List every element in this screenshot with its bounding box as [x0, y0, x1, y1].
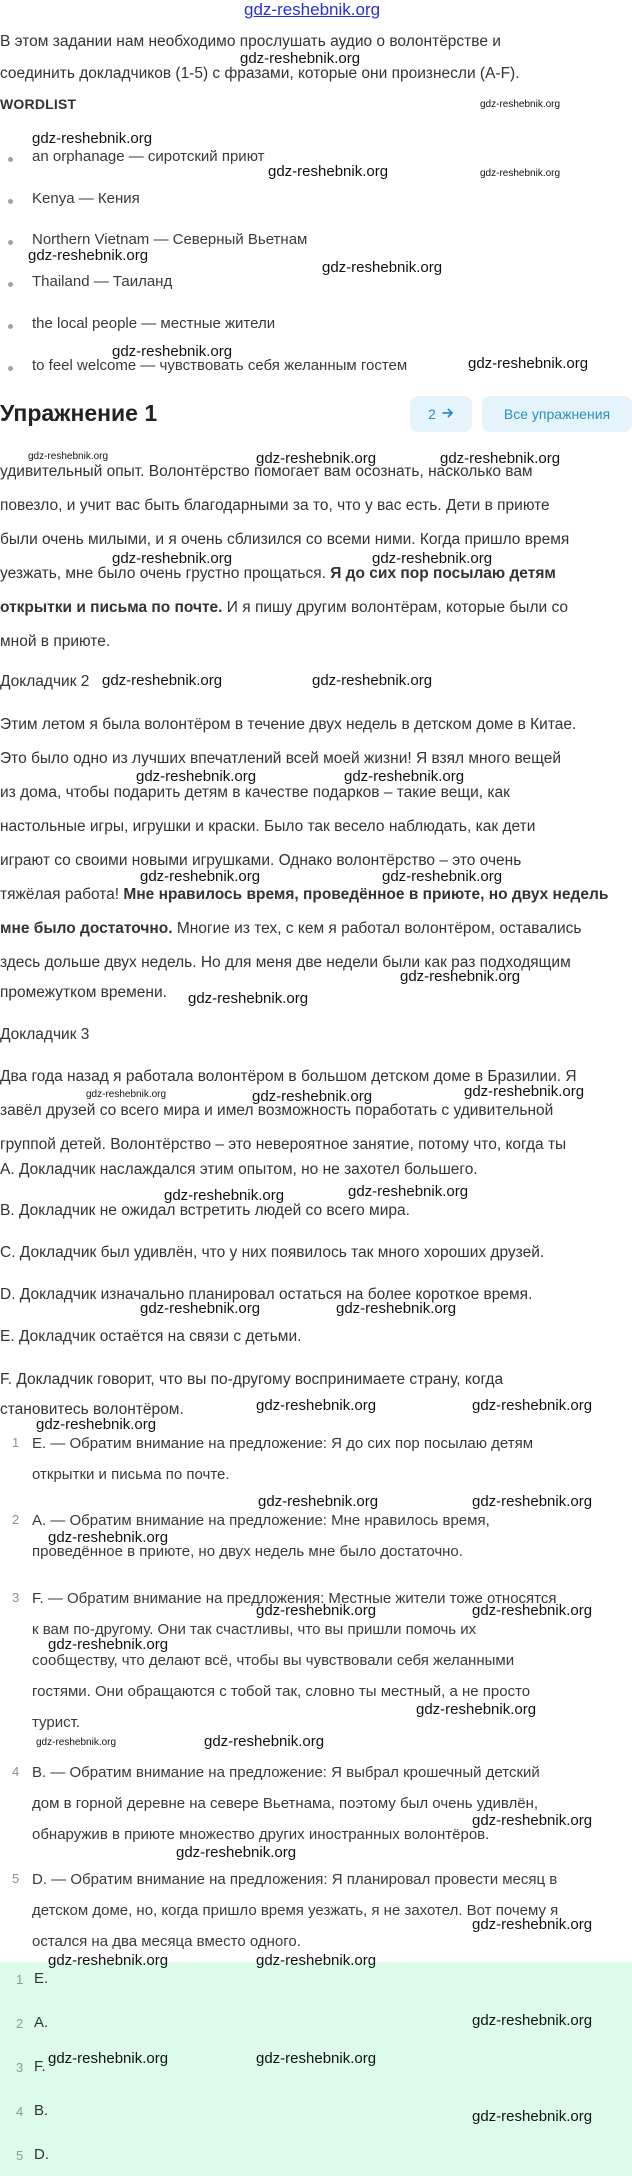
wordlist-item: the local people — местные жители [32, 315, 276, 332]
bullet-icon [8, 366, 13, 371]
summary-value: E. [34, 1970, 49, 1987]
option-e: E. Докладчик остаётся на связи с детьми. [0, 1328, 302, 1345]
watermark: gdz-reshebnik.org [472, 1397, 593, 1414]
speaker2-line: здесь дольше двух недель. Но для меня две недели были как раз подходящим [0, 954, 571, 971]
watermark: gdz-reshebnik.org [36, 1737, 117, 1748]
watermark: gdz-reshebnik.org [102, 672, 223, 689]
arrow-right-icon [442, 406, 454, 422]
watermark: gdz-reshebnik.org [256, 1602, 377, 1619]
watermark: gdz-reshebnik.org [112, 550, 233, 567]
watermark: gdz-reshebnik.org [176, 1844, 297, 1861]
speaker1-line: повезло, и учит вас быть благодарными за то, что у вас есть. Дети в приюте [0, 497, 550, 514]
speaker1-line: мной в приюте. [0, 633, 111, 650]
watermark: gdz-reshebnik.org [32, 130, 153, 147]
highlight-sentence: открытки и письма по почте. [0, 599, 223, 616]
speaker2-line: настольные игры, игрушки и краски. Было так весело наблюдать, как дети [0, 818, 536, 835]
watermark: gdz-reshebnik.org [416, 1701, 537, 1718]
highlight-sentence: Я до сих пор посылаю детям [330, 565, 556, 582]
watermark: gdz-reshebnik.org [372, 550, 493, 567]
bullet-icon [8, 282, 13, 287]
wordlist-item: to feel welcome — чувствовать себя желанным гостем [32, 357, 408, 374]
summary-number: 1 [16, 1972, 24, 1987]
speaker2-line: играют со своими новыми игрушками. Однако волонтёрство – это очень [0, 852, 522, 869]
watermark: gdz-reshebnik.org [468, 355, 589, 372]
watermark: gdz-reshebnik.org [312, 672, 433, 689]
wordlist-item: an orphanage — сиротский приют [32, 148, 265, 165]
watermark: gdz-reshebnik.org [256, 2050, 377, 2067]
watermark: gdz-reshebnik.org [188, 990, 309, 1007]
exercise-title: Упражнение 1 [0, 400, 158, 426]
option-c: C. Докладчик был удивлён, что у них появилось так много хороших друзей. [0, 1244, 545, 1261]
option-a: A. Докладчик наслаждался этим опытом, но не захотел большего. [0, 1161, 478, 1178]
watermark: gdz-reshebnik.org [164, 1187, 285, 1204]
speaker2-line: мне было достаточно. Многие из тех, с кем я работал волонтёром, оставались [0, 920, 582, 937]
speaker1-line: открытки и письма по почте. И я пишу другим волонтёрам, которые были со [0, 599, 569, 616]
speaker2-line: из дома, чтобы подарить детям в качестве подарков – такие вещи, как [0, 784, 510, 801]
watermark: gdz-reshebnik.org [472, 1812, 593, 1829]
speaker1-line: удивительный опыт. Волонтёрство помогает вам осознать, насколько вам [0, 463, 533, 480]
watermark-top[interactable]: gdz-reshebnik.org [244, 0, 381, 19]
speaker3-line: Два года назад я работала волонтёром в большом детском доме в Бразилии. Я [0, 1068, 577, 1085]
all-exercises-button[interactable]: Все упражнения [482, 396, 632, 432]
watermark: gdz-reshebnik.org [440, 450, 561, 467]
answer-number: 3 [12, 1590, 20, 1605]
summary-value: B. [34, 2102, 49, 2119]
watermark: gdz-reshebnik.org [472, 2108, 593, 2125]
answer-number: 2 [12, 1512, 20, 1527]
speaker2-line: промежутком времени. [0, 984, 167, 1001]
watermark: gdz-reshebnik.org [400, 968, 521, 985]
speaker1-line: уезжать, мне было очень грустно прощаться. Я до сих пор посылаю детям [0, 565, 556, 582]
wordlist-item: Thailand — Таиланд [32, 273, 173, 290]
watermark: gdz-reshebnik.org [472, 1916, 593, 1933]
wordlist-item: Northern Vietnam — Северный Вьетнам [32, 231, 308, 248]
watermark: gdz-reshebnik.org [86, 1089, 167, 1100]
next-exercise-label: 2 [428, 406, 436, 422]
speaker2-label: Докладчик 2 [0, 673, 90, 690]
watermark: gdz-reshebnik.org [382, 868, 503, 885]
answer-number: 4 [12, 1764, 20, 1779]
answer-number: 5 [12, 1871, 20, 1886]
watermark: gdz-reshebnik.org [472, 1602, 593, 1619]
answer-item: E. — Обратим внимание на предложение: Я до сих пор посылаю детям открытки и письма по почте. [32, 1435, 534, 1483]
summary-number: 5 [16, 2148, 24, 2163]
option-d: D. Докладчик изначально планировал остаться на более короткое время. [0, 1286, 533, 1303]
next-exercise-button[interactable] [410, 396, 472, 432]
speaker3-line: группой детей. Волонтёрство – это невероятное занятие, потому что, когда ты [0, 1136, 567, 1153]
answer-item: F. — Обратим внимание на предложения: Местные жители тоже относятся к вам по-другому. Они так счастливы, что вы пришли помочь их сообществу, что делают всё, чтобы вы чувствовали себя желанными гостями. Они обращаются с тобой так, словно ты местный, а не просто турист. [32, 1590, 557, 1731]
watermark: gdz-reshebnik.org [28, 247, 149, 264]
watermark: gdz-reshebnik.org [472, 2012, 593, 2029]
watermark: gdz-reshebnik.org [48, 1952, 169, 1969]
summary-number: 2 [16, 2016, 24, 2031]
watermark: gdz-reshebnik.org [28, 451, 109, 462]
summary-number: 3 [16, 2060, 24, 2075]
speaker1-line: были очень милыми, и я очень сблизился со всеми ними. Когда пришло время [0, 531, 570, 548]
speaker2-line: Этим летом я была волонтёром в течение двух недель в детском доме в Китае. [0, 716, 577, 733]
watermark: gdz-reshebnik.org [472, 1493, 593, 1510]
speaker2-line: тяжёлая работа! Мне нравилось время, проведённое в приюте, но двух недель [0, 886, 609, 903]
watermark: gdz-reshebnik.org [480, 99, 561, 110]
summary-number: 4 [16, 2104, 24, 2119]
watermark: gdz-reshebnik.org [344, 768, 465, 785]
highlight-sentence: мне было достаточно. [0, 920, 173, 937]
watermark: gdz-reshebnik.org [240, 50, 361, 67]
watermark: gdz-reshebnik.org [140, 1300, 261, 1317]
speaker3-label: Докладчик 3 [0, 1026, 90, 1043]
bullet-icon [8, 157, 13, 162]
bullet-icon [8, 324, 13, 329]
watermark: gdz-reshebnik.org [48, 2050, 169, 2067]
watermark: gdz-reshebnik.org [348, 1183, 469, 1200]
summary-value: D. [34, 2146, 49, 2163]
watermark: gdz-reshebnik.org [48, 1529, 169, 1546]
intro-line-2: соединить докладчиков (1-5) с фразами, которые они произнесли (A-F). [0, 65, 520, 82]
bullet-icon [8, 199, 13, 204]
watermark: gdz-reshebnik.org [336, 1300, 457, 1317]
watermark: gdz-reshebnik.org [258, 1493, 379, 1510]
watermark: gdz-reshebnik.org [256, 1397, 377, 1414]
watermark: gdz-reshebnik.org [48, 1636, 169, 1653]
highlight-sentence: Мне нравилось время, проведённое в приюте, но двух недель [123, 886, 609, 903]
watermark: gdz-reshebnik.org [464, 1083, 585, 1100]
watermark: gdz-reshebnik.org [204, 1733, 325, 1750]
watermark: gdz-reshebnik.org [140, 868, 261, 885]
answer-item: B. — Обратим внимание на предложение: Я выбрал крошечный детский дом в горной деревне на севере Вьетнама, поэтому был очень удивлён, обнаружив в приюте множество других иностранных волонтёров. [32, 1764, 540, 1843]
wordlist-item: Kenya — Кения [32, 190, 140, 207]
bullet-icon [8, 240, 13, 245]
answer-number: 1 [12, 1435, 20, 1450]
watermark: gdz-reshebnik.org [136, 768, 257, 785]
watermark: gdz-reshebnik.org [256, 450, 377, 467]
summary-value: A. [34, 2014, 49, 2031]
answer-item: D. — Обратим внимание на предложения: Я планировал провести месяц в детском доме, но, когда пришло время уезжать, я не захотел. Вот почему я остался на два месяца вместо одного. [32, 1871, 559, 1950]
watermark: gdz-reshebnik.org [480, 168, 561, 179]
summary-value: F. [34, 2058, 46, 2075]
answer-summary [0, 1962, 632, 2176]
watermark: gdz-reshebnik.org [256, 1952, 377, 1969]
option-b: B. Докладчик не ожидал встретить людей со всего мира. [0, 1202, 410, 1219]
watermark: gdz-reshebnik.org [268, 163, 389, 180]
speaker2-line: Это было одно из лучших впечатлений всей моей жизни! Я взял много вещей [0, 750, 561, 767]
watermark: gdz-reshebnik.org [112, 343, 233, 360]
wordlist-title: WORDLIST [0, 96, 77, 112]
watermark: gdz-reshebnik.org [252, 1088, 373, 1105]
watermark: gdz-reshebnik.org [322, 259, 443, 276]
watermark: gdz-reshebnik.org [36, 1416, 157, 1433]
speaker3-line: завёл друзей со всего мира и имел возможность поработать с удивительной [0, 1102, 554, 1119]
option-f: F. Докладчик говорит, что вы по-другому воспринимаете страну, когда [0, 1371, 504, 1388]
intro-line-1: В этом задании нам необходимо прослушать аудио о волонтёрстве и [0, 33, 501, 50]
option-f-cont: становитесь волонтёром. [0, 1401, 184, 1418]
answer-item: A. — Обратим внимание на предложение: Мне нравилось время, проведённое в приюте, но двух недель мне было достаточно. [32, 1512, 490, 1560]
